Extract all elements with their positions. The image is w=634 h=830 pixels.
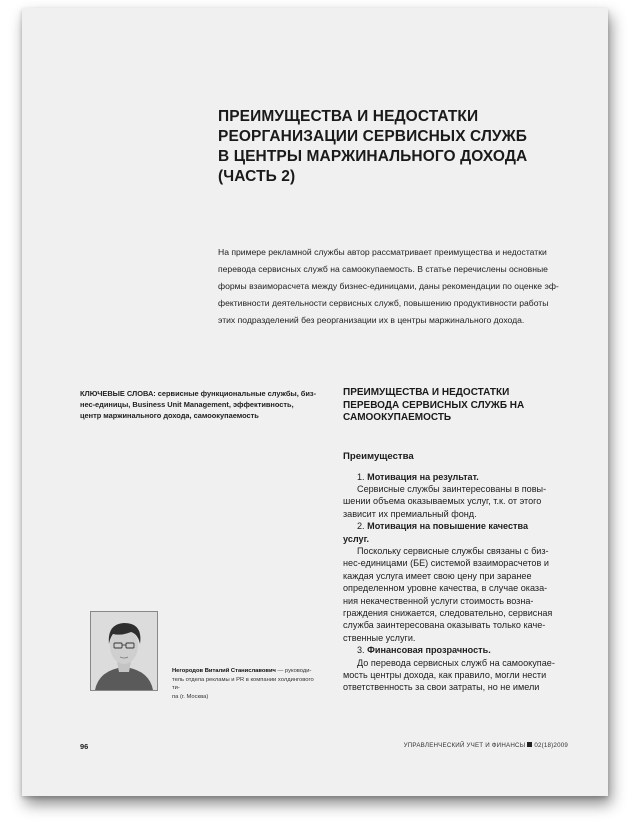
list-item-heading: 2. Мотивация на повышение качества [357,521,529,532]
article-lead [218,244,598,329]
page-number: 96 [80,742,89,751]
paragraph-line: Поскольку сервисные службы связаны с биз- [357,545,549,556]
author-info [172,667,322,701]
body-text [343,471,575,694]
subheading: Преимущества [343,450,414,462]
section-heading [343,387,575,425]
paragraph-line: ния некачественной услуги стоимость возна- [343,595,534,606]
list-item-title: Финансовая прозрачность. [367,645,491,656]
section-heading-line: ПРЕИМУЩЕСТВА И НЕДОСТАТКИ [343,387,510,398]
paragraph-line: служба заинтересована оказывать только каче- [343,620,546,631]
title-line: ПРЕИМУЩЕСТВА И НЕДОСТАТКИ [218,108,479,125]
paragraph-line: определенном уровне качества, в случае оказа- [343,583,548,594]
keywords-line: КЛЮЧЕВЫЕ СЛОВА: сервисные функциональные службы, биз- [80,389,317,398]
journal-issue: 02(18)2009 [534,742,568,749]
paragraph-line: ственные услуги. [343,632,416,643]
paragraph-line: нес-единицами (БЕ) системой взаиморасчетов и [343,558,549,569]
list-item-title: Мотивация на повышение качества [367,521,529,532]
lead-line: На примере рекламной службы автор рассматривает преимущества и недостатки [218,247,547,257]
article-title [218,107,558,187]
author-photo [90,611,158,691]
list-item-heading: 1. Мотивация на результат. [357,471,479,482]
square-bullet-icon [527,742,532,747]
keywords-line: нес-единицы, Business Unit Management, эффективность, [80,400,294,409]
author-portrait-icon [91,612,157,690]
author-desc-line: па (г. Москва) [172,693,209,700]
title-line: В ЦЕНТРЫ МАРЖИНАЛЬНОГО ДОХОДА [218,148,528,165]
paragraph-line: каждая услуга имеет свою цену при заранее [343,570,532,581]
author-name: Негородов Виталий Станиславович [172,668,276,674]
section-heading-line: ПЕРЕВОДА СЕРВИСНЫХ СЛУЖБ НА [343,399,525,411]
journal-name: УПРАВЛЕНЧЕСКИЙ УЧЕТ И ФИНАНСЫ [403,742,526,749]
author-desc: — руководи- [275,668,312,674]
paragraph-line: До перевода сервисных служб на самоокупае- [357,657,555,668]
list-item-heading: 3. Финансовая прозрачность. [357,645,491,656]
title-line: РЕОРГАНИЗАЦИИ СЕРВИСНЫХ СЛУЖБ [218,128,528,145]
paragraph-line: шении объема оказываемых услуг, т.к. от этого [343,496,542,507]
keywords-block [80,388,320,421]
list-item-title-cont: услуг. [343,533,370,544]
lead-line: перевода сервисных служб на самоокупаемость. В статье перечислены основные [218,264,548,274]
lead-line: фективности деятельности сервисных служб, повышению продуктивности работы [218,298,549,308]
article-body-column [343,387,575,694]
list-item-title: Мотивация на результат. [367,471,479,482]
lead-line: этих подразделений без реорганизации их в центры маржинального дохода. [218,315,525,325]
section-heading-line: САМООКУПАЕМОСТЬ [343,412,452,423]
journal-footer [404,742,568,749]
paragraph-line: граждения снижается, следовательно, сервисная [343,607,553,618]
magazine-page [22,8,608,796]
paragraph-line: мость центры дохода, как правило, могли нести [343,670,547,680]
paragraph-line: зависит их премиальный фонд. [343,508,477,519]
author-desc-line: тель отдела рекламы и PR в компании холдингового ти- [172,676,314,692]
lead-line: формы взаиморасчета между бизнес-единицами, даны рекомендации по оценке эф- [218,281,559,291]
keywords-line: центр маржинального дохода, самоокупаемость [80,411,259,420]
title-line: (ЧАСТЬ 2) [218,168,296,185]
paragraph-line: ответственность за свои затраты, но не имели [343,682,540,693]
paragraph-line: Сервисные службы заинтересованы в повы- [357,483,547,494]
